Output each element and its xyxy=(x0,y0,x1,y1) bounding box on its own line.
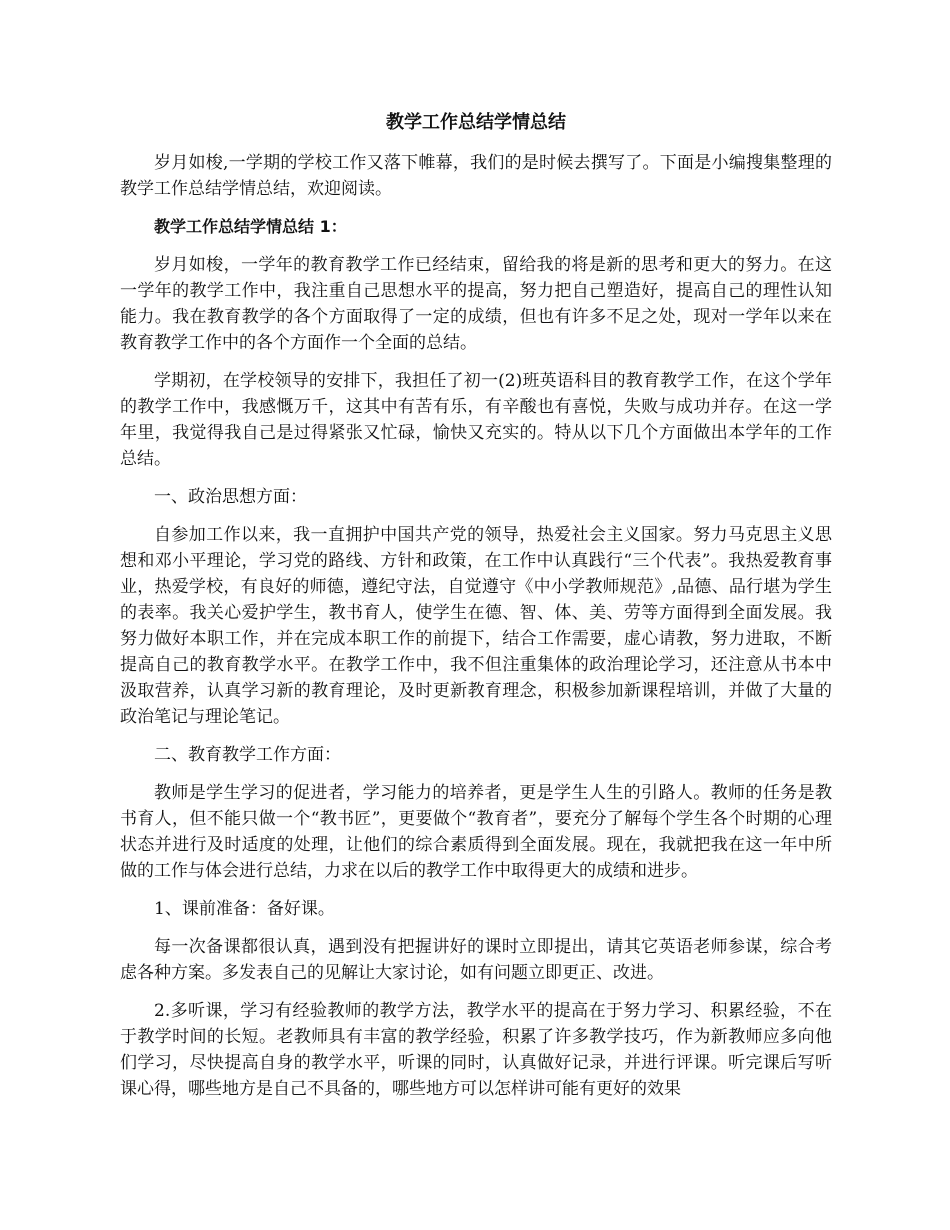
section-label: 二、教育教学工作方面： xyxy=(154,745,341,765)
body-paragraph: 岁月如梭，一学年的教育教学工作已经结束，留给我的将是新的思考和更大的努力。在这一学年的教学工作中，我注重自己思想水平的提高，努力把自己塑造好，提高自己的理性认知能力。我在教育教学的各个方面取得了一定的成绩，但也有许多不足之处，现对一学年以来在教育教学工作中的各个方面作一个全面的总结。 xyxy=(120,255,832,353)
section-label: 一、政治思想方面： xyxy=(154,487,307,507)
intro-paragraph: 岁月如梭,一学期的学校工作又落下帷幕，我们的是时候去撰写了。下面是小编搜集整理的教学工作总结学情总结，欢迎阅读。 xyxy=(120,153,832,199)
body-paragraph: 每一次备课都很认真，遇到没有把握讲好的课时立即提出，请其它英语老师参谋，综合考虑各种方案。多发表自己的见解让大家讨论，如有问题立即更正、改进。 xyxy=(120,937,832,983)
document-page xyxy=(120,110,832,1114)
body-paragraph: 教师是学生学习的促进者，学习能力的培养者，更是学生人生的引路人。教师的任务是教书育人，但不能只做一个“教书匠”，更要做个“教育者”，要充分了解每个学生各个时期的心理状态并进行及时适度的处理，让他们的综合素质得到全面发展。现在，我就把我在这一年中所做的工作与体会进行总结，力求在以后的教学工作中取得更大的成绩和进步。 xyxy=(120,783,832,881)
section-label: 1、课前准备：备好课。 xyxy=(154,899,335,919)
document-title: 教学工作总结学情总结 xyxy=(386,112,566,133)
body-paragraph: 学期初，在学校领导的安排下，我担任了初一(2)班英语科目的教育教学工作，在这个学年的教学工作中，我感慨万千，这其中有苦有乐，有辛酸也有喜悦，失败与成功并存。在这一学年里，我觉得我自己是过得紧张又忙碌，愉快又充实的。特从以下几个方面做出本学年的工作总结。 xyxy=(120,371,832,469)
body-paragraph: 2.多听课，学习有经验教师的教学方法，教学水平的提高在于努力学习、积累经验，不在于教学时间的长短。老教师具有丰富的教学经验，积累了许多教学技巧，作为新教师应多向他们学习，尽快提高自身的教学水平，听课的同时，认真做好记录，并进行评课。听完课后写听课心得，哪些地方是自己不具备的，哪些地方可以怎样讲可能有更好的效果 xyxy=(120,1001,832,1099)
body-paragraph: 自参加工作以来，我一直拥护中国共产党的领导，热爱社会主义国家。努力马克思主义思想和邓小平理论，学习党的路线、方针和政策，在工作中认真践行“三个代表”。我热爱教育事业，热爱学校，有良好的师德，遵纪守法，自觉遵守《中小学教师规范》,品德、品行堪为学生的表率。我关心爱护学生，教书育人，使学生在德、智、体、美、劳等方面得到全面发展。我努力做好本职工作，并在完成本职工作的前提下，结合工作需要，虚心请教，努力进取，不断提高自己的教育教学水平。在教学工作中，我不但注重集体的政治理论学习，还注意从书本中汲取营养，认真学习新的教育理论，及时更新教育理念，积极参加新课程培训，并做了大量的政治笔记与理论笔记。 xyxy=(120,525,832,727)
section-heading: 教学工作总结学情总结 1： xyxy=(154,217,347,236)
